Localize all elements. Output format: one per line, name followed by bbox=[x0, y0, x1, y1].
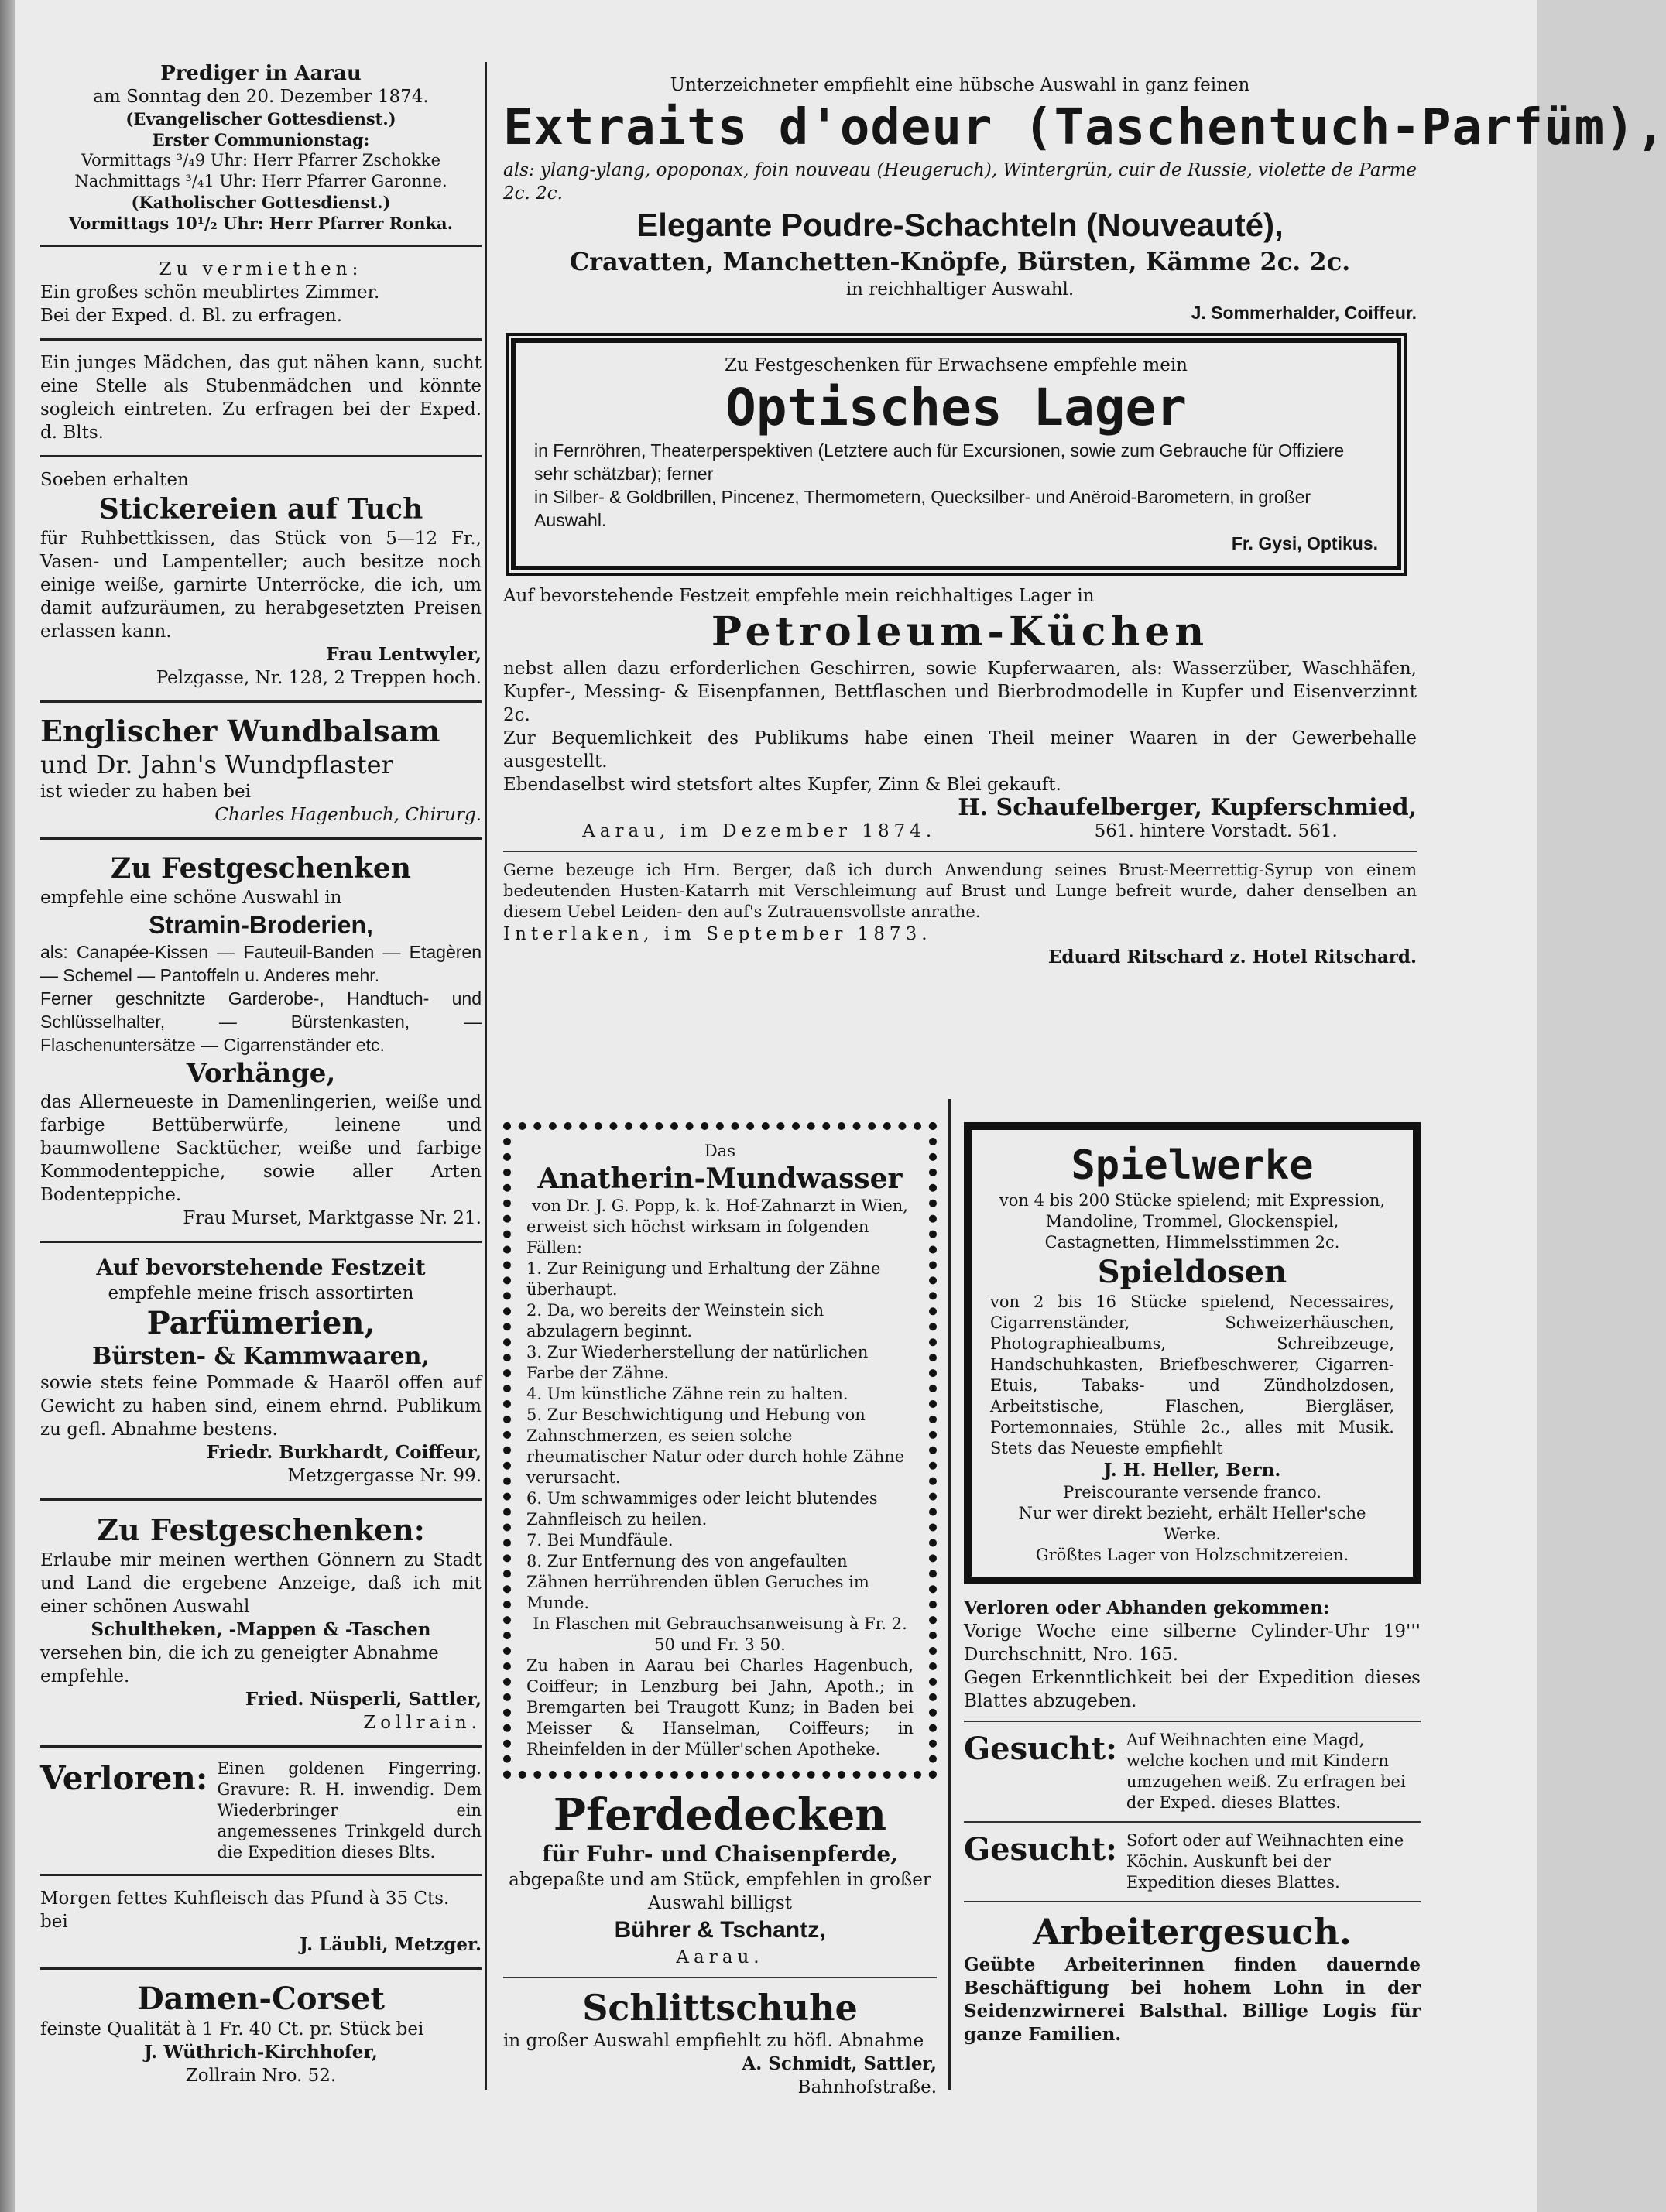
divider bbox=[40, 245, 482, 247]
left-column bbox=[40, 62, 482, 2087]
ad-maedchen bbox=[40, 351, 482, 444]
anatherin-sellers: Zu haben in Aarau bei Charles Hagenbuch, Coiffeur; in Lenzburg bei Jahn, Apoth.; in Bremgarten bei Traugott Kunz; in Baden bei Meisser & Hanselman, Coiffeurs; in Rheinfelden in der Müller'schen Apotheke. bbox=[526, 1656, 914, 1758]
pferdedecken-title: Pferdedecken bbox=[553, 1789, 887, 1840]
middle-column bbox=[503, 1122, 937, 2099]
spielwerke-title: Spielwerke bbox=[1071, 1142, 1314, 1189]
divider bbox=[40, 1745, 482, 1748]
zimmer-title: Zu vermiethen: bbox=[159, 259, 363, 279]
petroleum-addr-row bbox=[503, 820, 1417, 843]
parfum-sub: Elegante Poudre-Schachteln (Nouveauté), bbox=[636, 207, 1284, 243]
festgeschenken2-sign: Fried. Nüsperli, Sattler, bbox=[245, 1689, 482, 1710]
prediger-cath-time: Vormittags 10¹/₂ Uhr: Herr Pfarrer Ronka. bbox=[69, 214, 453, 233]
spielwerke-line3: Größtes Lager von Holzschnitzereien. bbox=[1035, 1546, 1349, 1564]
prediger-date: am Sonntag den 20. Dezember 1874. bbox=[93, 87, 429, 107]
maedchen-text: Ein junges Mädchen, das gut nähen kann, sucht eine Stelle als Stubenmädchen und könnte sogleich eintreten. Zu erfragen bei der Exped. d. Blts. bbox=[40, 353, 482, 443]
verloren-uhr-title: Verloren oder Abhanden gekommen: bbox=[964, 1597, 1330, 1618]
festgeschenken1-sub: Stramin-Broderien, bbox=[149, 911, 373, 939]
berger-place: Interlaken, im September 1873. bbox=[503, 924, 932, 944]
parfum-sub2: Cravatten, Manchetten-Knöpfe, Bürsten, Kämme 2c. 2c. bbox=[569, 247, 1351, 276]
petroleum-text3: Ebendaselbst wird stetsfort altes Kupfer, Zinn & Blei gekauft. bbox=[503, 775, 1061, 795]
festgeschenken1-text2: Ferner geschnitzte Garderobe-, Handtuch- und Schlüsselhalter, — Bürstenkasten, — Flaschenuntersätze — Cigarrenständer etc. bbox=[40, 988, 482, 1055]
corset-sign: J. Wüthrich-Kirchhofer, bbox=[144, 2042, 378, 2063]
right-column bbox=[964, 1122, 1421, 2046]
parfum-sign: J. Sommerhalder, Coiffeur. bbox=[1191, 303, 1417, 323]
gesucht1-title: Gesucht: bbox=[964, 1731, 1117, 1767]
anatherin-item-7: 7. Bei Mundfäule. bbox=[526, 1531, 674, 1549]
ad-festgeschenken-2 bbox=[40, 1512, 482, 1734]
ad-corset bbox=[40, 1981, 482, 2087]
ad-kuhfleisch bbox=[40, 1887, 482, 1957]
parfumerien-line1: empfehle meine frisch assortirten bbox=[108, 1283, 414, 1303]
stickereien-title: Stickereien auf Tuch bbox=[98, 493, 423, 526]
zimmer-line2: Bei der Exped. d. Bl. zu erfragen. bbox=[40, 306, 343, 326]
wundbalsam-line3: ist wieder zu haben bei bbox=[40, 782, 251, 802]
festgeschenken2-sub: Schultheken, -Mappen & -Taschen bbox=[91, 1619, 431, 1640]
parfumerien-sign: Friedr. Burkhardt, Coiffeur, bbox=[206, 1442, 482, 1463]
verloren-text: Einen goldenen Fingerring. Gravure: R. H. inwendig. Dem Wiederbringer ein angemessenes Trinkgeld durch die Expedition dieses Blts. bbox=[217, 1759, 482, 1861]
ad-spielwerke bbox=[964, 1122, 1421, 1584]
pferdedecken-sign: Bührer & Tschantz, bbox=[614, 1917, 826, 1943]
column-separator-2 bbox=[948, 1099, 951, 2090]
parfumerien-addr: Metzgergasse Nr. 99. bbox=[287, 1466, 482, 1486]
parfum-line: in reichhaltiger Auswahl. bbox=[845, 279, 1075, 300]
petroleum-addr-left: Aarau, im Dezember 1874. bbox=[582, 821, 937, 841]
schlittschuhe-title: Schlittschuhe bbox=[582, 1987, 858, 2029]
berger-sign: Eduard Ritschard z. Hotel Ritschard. bbox=[1047, 947, 1417, 967]
petroleum-text2: Zur Bequemlichkeit des Publikums habe einen Theil meiner Waaren in der Gewerbehalle ausgestellt. bbox=[503, 728, 1417, 772]
berger-text: Gerne bezeuge ich Hrn. Berger, daß ich durch Anwendung seines Brust-Meerrettig-Syrup von einem bedeutenden Husten-Katarrh mit Verschleimung auf Brust und Lunge befreit wurde, daher denselben an diesem Uebel Leiden- den auf's Zutrauensvollste anrathe. bbox=[503, 861, 1417, 921]
parfumerien-text: sowie stets feine Pommade & Haaröl offen auf Gewicht zu haben sind, einem ehrnd. Publikum zu gefl. Abnahme bestens. bbox=[40, 1373, 482, 1440]
corset-title: Damen-Corset bbox=[136, 1981, 386, 2017]
stickereien-addr: Pelzgasse, Nr. 128, 2 Treppen hoch. bbox=[156, 668, 482, 688]
anatherin-lead: erweist sich höchst wirksam in folgenden Fällen: bbox=[526, 1217, 869, 1257]
festgeschenken2-addr: Zollrain. bbox=[363, 1713, 482, 1733]
petroleum-title: Petroleum-Küchen bbox=[711, 608, 1209, 656]
zimmer-line1: Ein großes schön meublirtes Zimmer. bbox=[40, 282, 380, 303]
ad-wundbalsam bbox=[40, 714, 482, 827]
spielwerke-line1: Preiscourante versende franco. bbox=[1063, 1483, 1321, 1501]
optik-sign: Fr. Gysi, Optikus. bbox=[1231, 533, 1378, 553]
wundbalsam-line2: und Dr. Jahn's Wundpflaster bbox=[40, 750, 393, 779]
kuhfleisch-text: Morgen fettes Kuhfleisch das Pfund à 35 Cts. bei bbox=[40, 1888, 450, 1932]
verloren-title: Verloren: bbox=[40, 1759, 208, 1797]
festgeschenken1-text1: als: Canapée-Kissen — Fauteuil-Banden — Etagèren — Schemel — Pantoffeln u. Anderes mehr. bbox=[40, 942, 482, 985]
ad-zimmer bbox=[40, 258, 482, 327]
prediger-cath: (Katholischer Gottesdienst.) bbox=[131, 193, 391, 212]
parfumerien-sub: Parfümerien, bbox=[146, 1305, 375, 1341]
spielwerke-line2: Nur wer direkt bezieht, erhält Heller'sche Werke. bbox=[1018, 1504, 1366, 1543]
stickereien-text: für Ruhbettkissen, das Stück von 5—12 Fr., Vasen- und Lampenteller; auch besitze noch einige weiße, garnirte Unterröcke, die ich, um damit aufzuräumen, zu herabgesetzten Preisen erlassen kann. bbox=[40, 529, 482, 642]
festgeschenken2-title: Zu Festgeschenken: bbox=[97, 1512, 425, 1547]
anatherin-item-3: 3. Zur Wiederherstellung der natürlichen Farbe der Zähne. bbox=[526, 1343, 869, 1382]
gesucht2-text: Sofort oder auf Weihnachten eine Köchin. Auskunft bei der Expedition dieses Blattes. bbox=[1126, 1831, 1404, 1892]
spielwerke-sign: J. H. Heller, Bern. bbox=[1103, 1460, 1281, 1481]
festgeschenken1-text3: das Allerneueste in Damenlingerien, weiße und farbige Bettüberwürfe, leinene und baumwollene Sacktücher, weiße und farbige Kommodenteppiche, sowie aller Arten Bodenteppiche. bbox=[40, 1092, 482, 1205]
festgeschenken1-sub2: Vorhänge, bbox=[186, 1058, 336, 1089]
anatherin-intro: Das bbox=[704, 1142, 736, 1160]
column-separator-1 bbox=[485, 62, 487, 2090]
page-spine bbox=[0, 0, 15, 2212]
divider bbox=[40, 338, 482, 341]
stickereien-sign: Frau Lentwyler, bbox=[326, 644, 482, 665]
ad-gesucht-koechin bbox=[964, 1830, 1421, 1893]
schlittschuhe-sign: A. Schmidt, Sattler, bbox=[742, 2053, 937, 2074]
ad-prediger bbox=[40, 62, 482, 234]
petroleum-intro: Auf bevorstehende Festzeit empfehle mein reichhaltiges Lager in bbox=[503, 586, 1095, 606]
prediger-afternoon: Nachmittags ³/₄1 Uhr: Herr Pfarrer Garonne. bbox=[74, 172, 447, 190]
divider bbox=[40, 1498, 482, 1501]
anatherin-item-1: 1. Zur Reinigung und Erhaltung der Zähne überhaupt. bbox=[526, 1259, 881, 1299]
right-wide-column bbox=[503, 74, 1666, 969]
optik-text2: in Silber- & Goldbrillen, Pincenez, Thermometern, Quecksilber- und Anëroid-Barometern, in großer Auswahl. bbox=[534, 487, 1311, 530]
ad-optik bbox=[511, 338, 1401, 570]
prediger-communion: Erster Communionstag: bbox=[152, 130, 370, 149]
verloren-uhr-text: Vorige Woche eine silberne Cylinder-Uhr 19''' Durchschnitt, Nro. 165. bbox=[964, 1621, 1421, 1665]
parfum-title: Extraits d'odeur (Taschentuch-Parfüm), bbox=[503, 99, 1666, 156]
divider bbox=[964, 1721, 1421, 1722]
anatherin-item-8: 8. Zur Entfernung des von angefaulten Zähnen herrührenden üblen Geruches im Munde. bbox=[526, 1552, 869, 1612]
divider bbox=[40, 837, 482, 840]
ad-parfum bbox=[503, 74, 1666, 324]
pferdedecken-text: abgepaßte und am Stück, empfehlen in großer Auswahl billigst bbox=[509, 1870, 931, 1913]
anatherin-title: Anatherin-Mundwasser bbox=[537, 1162, 903, 1195]
parfumerien-sub2: Bürsten- & Kammwaaren, bbox=[92, 1343, 430, 1370]
festgeschenken1-sign: Frau Murset, Marktgasse Nr. 21. bbox=[183, 1208, 482, 1228]
pferdedecken-addr: Aarau. bbox=[676, 1947, 764, 1967]
petroleum-text: nebst allen dazu erforderlichen Geschirren, sowie Kupferwaaren, als: Wasserzüber, Waschhäfen, Kupfer-, Messing- & Eisenpfannen, Bettflaschen und Bierbrodmodelle in Kupfer und Eisenverzinnt 2c. bbox=[503, 659, 1417, 725]
gesucht1-text: Auf Weihnachten eine Magd, welche kochen und mit Kindern umzugehen weiß. Zu erfragen bei der Exped. dieses Blattes. bbox=[1126, 1731, 1406, 1812]
divider bbox=[503, 1977, 937, 1978]
ad-berger bbox=[503, 860, 1417, 969]
divider bbox=[40, 1967, 482, 1970]
petroleum-addr-right: 561. hintere Vorstadt. 561. bbox=[1094, 821, 1338, 841]
festgeschenken2-text: Erlaube mir meinen werthen Gönnern zu Stadt und Land die ergebene Anzeige, daß ich mit einer schönen Auswahl bbox=[40, 1550, 482, 1617]
ad-schlittschuhe bbox=[503, 1986, 937, 2099]
optik-intro: Zu Festgeschenken für Erwachsene empfehle mein bbox=[725, 355, 1188, 375]
parfum-text: als: ylang-ylang, opoponax, foin nouveau (Heugeruch), Wintergrün, cuir de Russie, violette de Parme 2c. 2c. bbox=[503, 160, 1417, 204]
prediger-ev: (Evangelischer Gottesdienst.) bbox=[125, 109, 396, 128]
schlittschuhe-addr: Bahnhofstraße. bbox=[797, 2077, 937, 2097]
stickereien-intro: Soeben erhalten bbox=[40, 470, 189, 490]
parfumerien-title: Auf bevorstehende Festzeit bbox=[96, 1255, 426, 1280]
festgeschenken1-title: Zu Festgeschenken bbox=[111, 852, 411, 885]
schlittschuhe-text: in großer Auswahl empfiehlt zu höfl. Abnahme bbox=[503, 2031, 924, 2051]
festgeschenken2-text2: versehen bin, die ich zu geneigter Abnahme empfehle. bbox=[40, 1643, 439, 1686]
ad-anatherin bbox=[503, 1122, 937, 1779]
spielwerke-sub: Spieldosen bbox=[1097, 1254, 1287, 1290]
pferdedecken-sub: für Fuhr- und Chaisenpferde, bbox=[542, 1841, 898, 1867]
prediger-title: Prediger in Aarau bbox=[160, 62, 362, 85]
anatherin-maker: von Dr. J. G. Popp, k. k. Hof-Zahnarzt in Wien, bbox=[532, 1197, 908, 1215]
ad-verloren-uhr bbox=[964, 1597, 1421, 1713]
corset-text: feinste Qualität à 1 Fr. 40 Ct. pr. Stück bei bbox=[40, 2019, 424, 2039]
ad-gesucht-magd bbox=[964, 1730, 1421, 1813]
divider bbox=[503, 851, 1417, 852]
optik-title: Optisches Lager bbox=[725, 378, 1188, 437]
wundbalsam-title: Englischer Wundbalsam bbox=[40, 714, 440, 748]
wundbalsam-sign: Charles Hagenbuch, Chirurg. bbox=[214, 805, 482, 825]
divider bbox=[964, 1901, 1421, 1902]
spielwerke-text2: von 2 bis 16 Stücke spielend, Necessaires, Cigarrenständer, Schweizerhäuschen, Photographiealbums, Schreibzeuge, Handschuhkasten, Briefbeschwerer, Cigarren-Etuis, Tabaks- und Zündholzdosen, Arbeitstische, Flaschen, Biergläser, Portemonnaies, Stühle 2c., alles mit Musik. Stets das Neueste empfiehlt bbox=[990, 1293, 1394, 1457]
newspaper-page bbox=[15, 0, 1666, 2212]
arbeiter-title: Arbeitergesuch. bbox=[1033, 1911, 1352, 1953]
prediger-morning: Vormittags ³/₄9 Uhr: Herr Pfarrer Zschokke bbox=[81, 151, 441, 169]
corset-addr: Zollrain Nro. 52. bbox=[185, 2066, 337, 2086]
optik-text1: in Fernröhren, Theaterperspektiven (Letztere auch für Excursionen, sowie zum Gebrauche für Offiziere sehr schätzbar); ferner bbox=[534, 440, 1345, 484]
divider bbox=[40, 1874, 482, 1876]
parfum-intro: Unterzeichneter empfiehlt eine hübsche Auswahl in ganz feinen bbox=[670, 75, 1250, 95]
ad-festgeschenken-1 bbox=[40, 851, 482, 1230]
ad-verloren-ring bbox=[40, 1758, 482, 1863]
festgeschenken1-line1: empfehle eine schöne Auswahl in bbox=[40, 888, 342, 908]
gesucht2-title: Gesucht: bbox=[964, 1831, 1117, 1868]
anatherin-price: In Flaschen mit Gebrauchsanweisung à Fr. 2. 50 und Fr. 3 50. bbox=[533, 1614, 907, 1654]
divider bbox=[964, 1821, 1421, 1823]
kuhfleisch-sign: J. Läubli, Metzger. bbox=[300, 1934, 482, 1955]
spielwerke-text: von 4 bis 200 Stücke spielend; mit Expression, Mandoline, Trommel, Glockenspiel, Castagnetten, Himmelsstimmen 2c. bbox=[999, 1191, 1386, 1252]
ad-pferdedecken bbox=[503, 1789, 937, 1969]
divider bbox=[40, 700, 482, 703]
anatherin-item-2: 2. Da, wo bereits der Weinstein sich abzulagern beginnt. bbox=[526, 1301, 824, 1341]
ad-stickereien bbox=[40, 468, 482, 690]
anatherin-item-4: 4. Um künstliche Zähne rein zu halten. bbox=[526, 1385, 848, 1403]
ad-parfumerien bbox=[40, 1254, 482, 1488]
anatherin-item-5: 5. Zur Beschwichtigung und Hebung von Zahnschmerzen, es seien solche rheumatischer Natur oder durch hohle Zähne verursacht. bbox=[526, 1406, 905, 1487]
ad-arbeitergesuch bbox=[964, 1910, 1421, 2046]
divider bbox=[40, 455, 482, 457]
arbeiter-text: Geübte Arbeiterinnen finden dauernde Beschäftigung bei hohem Lohn in der Seidenzwirnerei Balsthal. Billige Logis für ganze Familien. bbox=[964, 1954, 1421, 2045]
divider bbox=[40, 1241, 482, 1243]
ad-petroleum bbox=[503, 584, 1417, 843]
petroleum-sign: H. Schaufelberger, Kupferschmied, bbox=[958, 794, 1417, 821]
verloren-uhr-text2: Gegen Erkenntlichkeit bei der Expedition dieses Blattes abzugeben. bbox=[964, 1668, 1421, 1711]
anatherin-item-6: 6. Um schwammiges oder leicht blutendes Zahnfleisch zu heilen. bbox=[526, 1489, 878, 1529]
